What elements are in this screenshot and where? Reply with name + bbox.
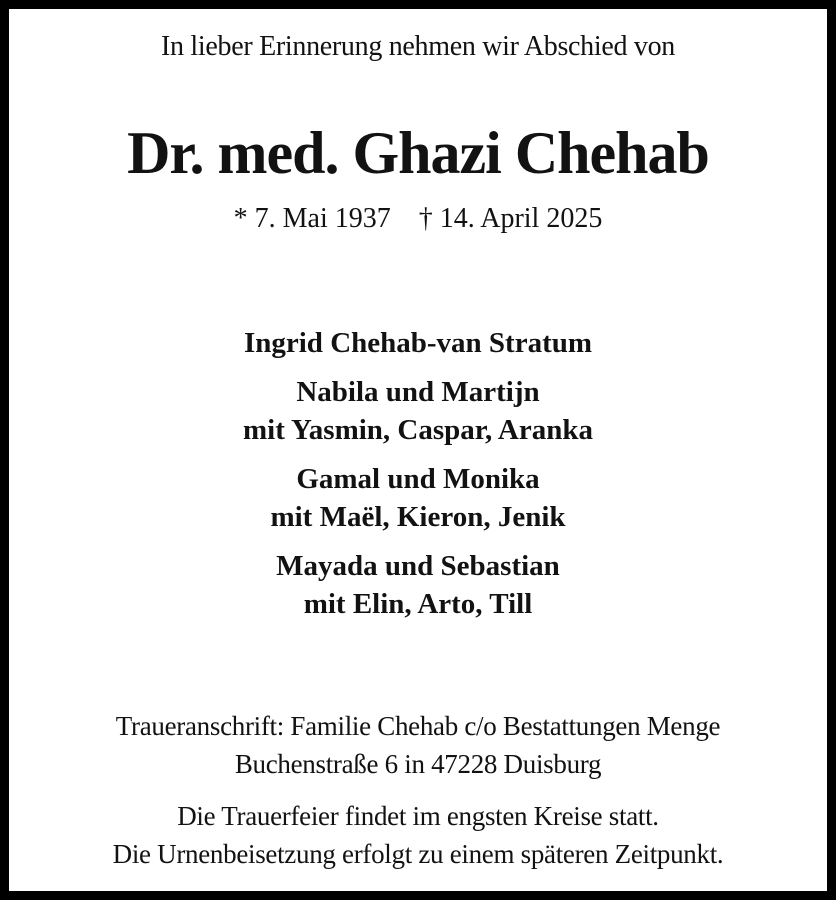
mourner-line: Mayada und Sebastian bbox=[276, 550, 560, 582]
mourner-group bbox=[9, 547, 827, 623]
mourner-group bbox=[9, 460, 827, 536]
condolence-address bbox=[9, 707, 827, 783]
mourner-line: mit Yasmin, Caspar, Aranka bbox=[243, 414, 593, 446]
mourner-line: Ingrid Chehab-van Stratum bbox=[243, 327, 593, 359]
mourner-line: mit Elin, Arto, Till bbox=[303, 588, 533, 620]
mourner-group bbox=[9, 373, 827, 449]
mourner-line: mit Maël, Kieron, Jenik bbox=[270, 501, 566, 533]
funeral-info bbox=[9, 797, 827, 873]
death-date: † 14. April 2025 bbox=[418, 203, 603, 234]
funeral-info-line: Die Trauerfeier findet im engsten Kreise statt. bbox=[177, 801, 659, 831]
condolence-address-line: Traueranschrift: Familie Chehab c/o Bestattungen Menge bbox=[115, 711, 721, 741]
mourners-list bbox=[9, 324, 827, 623]
life-dates bbox=[9, 202, 827, 236]
funeral-info-line: Die Urnenbeisetzung erfolgt zu einem späteren Zeitpunkt. bbox=[112, 839, 724, 869]
condolence-address-line: Buchenstraße 6 in 47228 Duisburg bbox=[234, 749, 602, 779]
birth-date: * 7. Mai 1937 bbox=[233, 203, 391, 234]
mourner-line: Gamal und Monika bbox=[296, 463, 540, 495]
intro-line: In lieber Erinnerung nehmen wir Abschied von bbox=[161, 31, 675, 62]
deceased-name-title: Dr. med. Ghazi Chehab bbox=[127, 120, 709, 186]
mourner-line: Nabila und Martijn bbox=[296, 376, 540, 408]
mourner-group bbox=[9, 324, 827, 362]
